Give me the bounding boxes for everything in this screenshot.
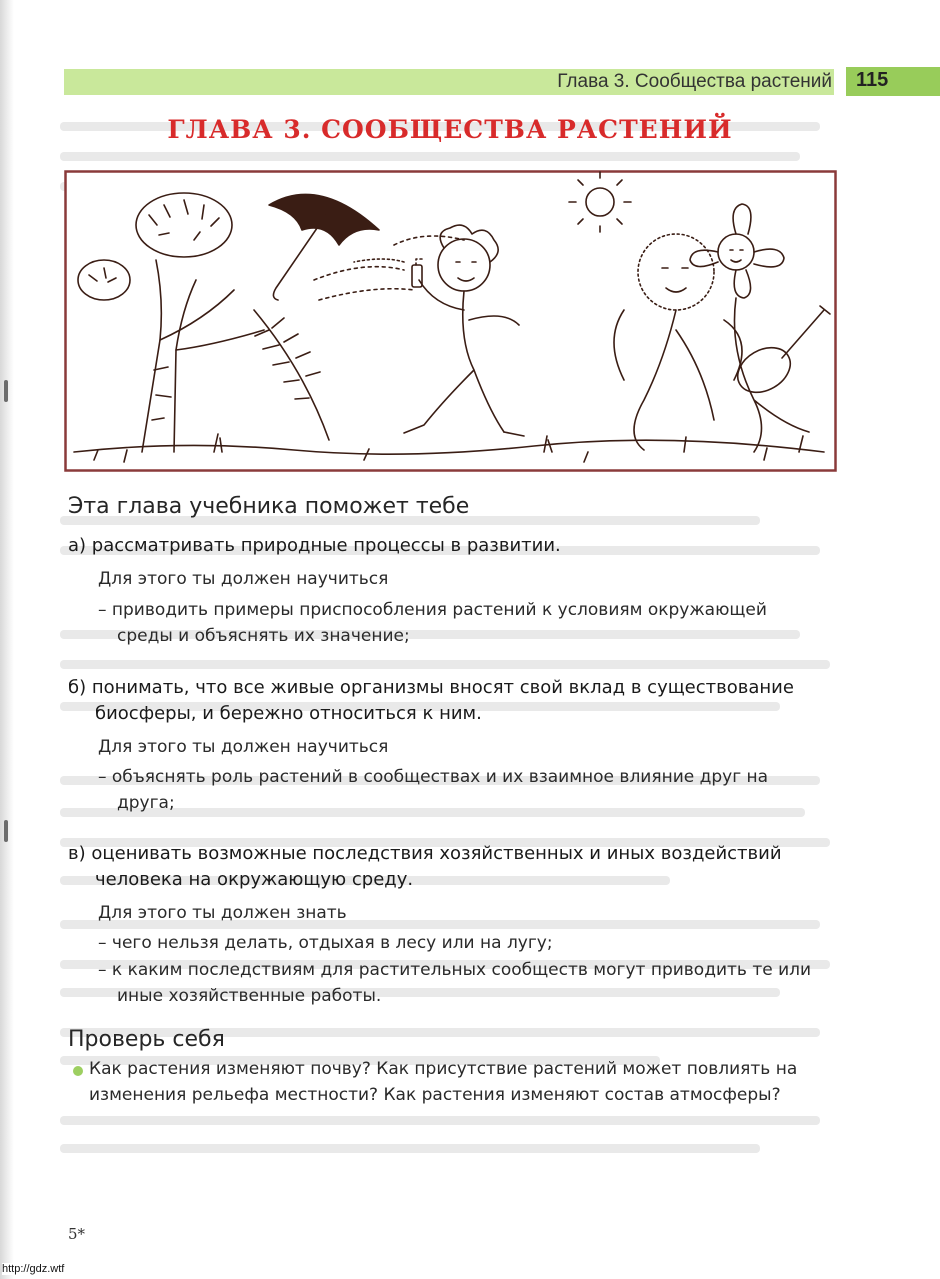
goal-b-subheading: Для этого ты должен научиться: [98, 737, 389, 757]
goal-c-point-2-line-2: иные хозяйственные работы.: [117, 986, 382, 1006]
watermark-link[interactable]: http://gdz.wtf: [2, 1263, 65, 1275]
goal-a: а) рассматривать природные процессы в развитии.: [68, 535, 561, 556]
binding-marks: [4, 380, 8, 860]
bullet-dot-icon: [73, 1066, 83, 1076]
goal-c-line-1: в) оценивать возможные последствия хозяйственных и иных воздействий: [68, 843, 782, 864]
goal-c-line-2: человека на окружающую среду.: [95, 869, 414, 890]
chapter-illustration: [64, 170, 837, 472]
self-check-heading: Проверь себя: [68, 1027, 225, 1052]
goal-a-point-line-2: среды и объяснять их значение;: [117, 626, 410, 646]
signature-mark: 5*: [68, 1225, 86, 1243]
self-check-line-1: Как растения изменяют почву? Как присутствие растений может повлиять на: [89, 1059, 798, 1079]
page-number: 115: [856, 69, 889, 91]
goal-b-point-line-1: – объяснять роль растений в сообществах и их взаимное влияние друг на: [98, 767, 769, 787]
goal-b-line-2: биосферы, и бережно относиться к ним.: [95, 703, 482, 724]
goal-b-point-line-2: друга;: [117, 793, 175, 813]
goal-c-point-1: – чего нельзя делать, отдыхая в лесу или на лугу;: [98, 933, 553, 953]
goal-c-point-2-line-1: – к каким последствиям для растительных сообществ могут приводить те или: [98, 960, 812, 980]
goal-a-subheading: Для этого ты должен научиться: [98, 569, 389, 589]
chapter-title: ГЛАВА 3. СООБЩЕСТВА РАСТЕНИЙ: [167, 115, 733, 144]
goal-a-point-line-1: – приводить примеры приспособления растений к условиям окружающей: [98, 600, 767, 620]
self-check-line-2: изменения рельефа местности? Как растения изменяют состав атмосферы?: [89, 1085, 781, 1105]
goals-heading: Эта глава учебника поможет тебе: [68, 494, 470, 519]
goal-c-subheading: Для этого ты должен знать: [98, 903, 347, 923]
goal-b-line-1: б) понимать, что все живые организмы вносят свой вклад в существование: [68, 677, 794, 698]
running-header-title: Глава 3. Сообщества растений: [557, 71, 832, 92]
